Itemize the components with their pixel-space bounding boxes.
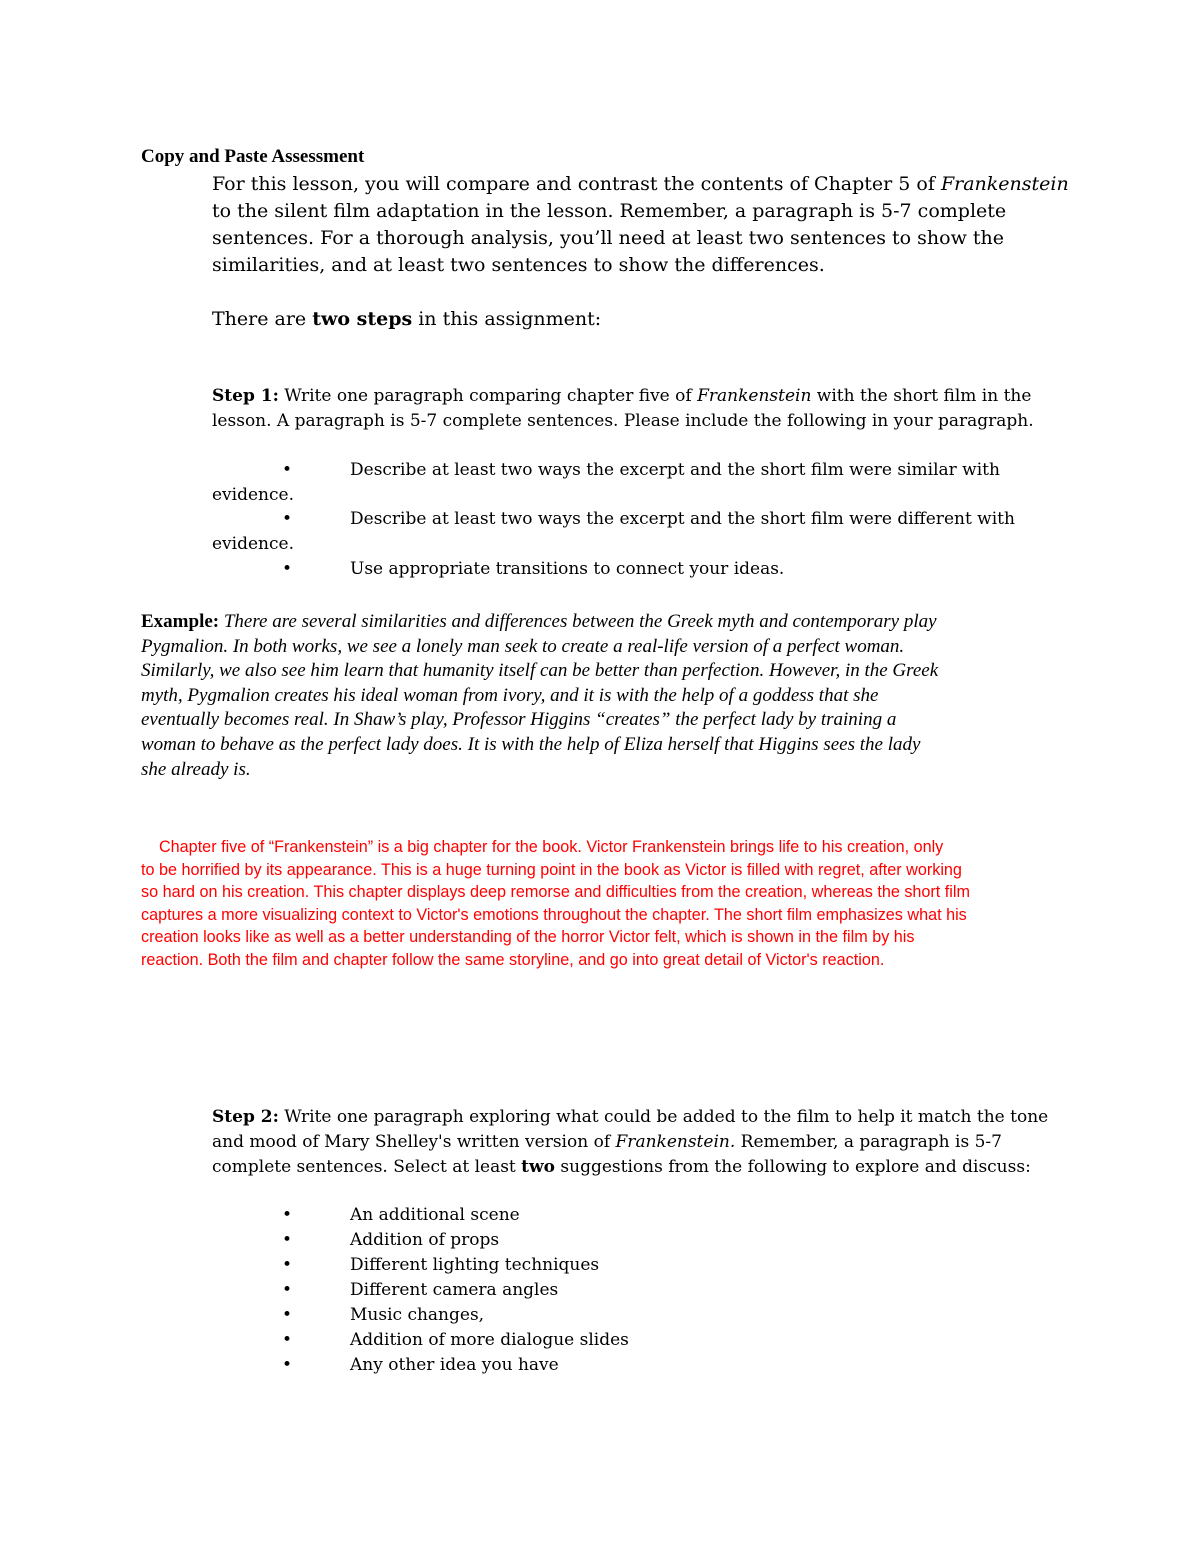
example-line: Pygmalion. In both works, we see a lonely man seek to create a real-life version of a perfect woman.: [141, 635, 905, 657]
step2-bullet: Different lighting techniques: [350, 1255, 600, 1275]
example-label: Example:: [141, 611, 220, 632]
answer-line: reaction. Both the film and chapter follow the same storyline, and go into great detail of Victor's reaction.: [141, 950, 885, 969]
step2-bullet: Different camera angles: [350, 1280, 559, 1300]
bullet-icon: •: [282, 1280, 293, 1300]
step1-line-1a: Write one paragraph comparing chapter five of: [278, 386, 698, 406]
steps-intro-bold: two steps: [312, 308, 413, 330]
bullet-icon: •: [282, 1230, 293, 1250]
step2-bullet: Music changes,: [350, 1305, 485, 1325]
step1-bullet-3: Use appropriate transitions to connect your ideas.: [350, 559, 785, 579]
intro-line-1: [212, 171, 1092, 198]
bullet-icon: •: [282, 460, 293, 480]
example-line: woman to behave as the perfect lady does. It is with the help of Eliza herself that Higgins sees the lady: [141, 733, 921, 755]
example-line: she already is.: [141, 758, 251, 780]
step2-paragraph: [212, 1105, 1092, 1180]
steps-intro-pre: There are: [212, 308, 313, 330]
example-line: myth, Pygmalion creates his ideal woman from ivory, and it is with the help of a goddess that she: [141, 684, 879, 706]
step2-book-title: Frankenstein.: [615, 1132, 736, 1152]
step2-label: Step 2:: [212, 1107, 279, 1127]
intro-line-1-text: For this lesson, you will compare and contrast the contents of Chapter 5 of: [212, 173, 941, 195]
answer-line: so hard on his creation. This chapter displays deep remorse and difficulties from the creation, whereas the short film: [141, 883, 970, 901]
step2-line-1: [212, 1105, 1092, 1130]
bullet-icon: •: [282, 509, 293, 529]
step2-line-2-pre: and mood of Mary Shelley's written version of: [212, 1132, 616, 1152]
page-title: Copy and Paste Assessment: [141, 146, 365, 167]
step2-line-2-post: Remember, a paragraph is 5-7: [735, 1132, 1002, 1152]
bullet-icon: •: [282, 1305, 293, 1325]
student-answer[interactable]: [141, 836, 1081, 971]
answer-line: creation looks like as well as a better understanding of the horror Victor felt, which is shown in the film by his: [141, 928, 915, 946]
intro-line-4: similarities, and at least two sentences to show the differences.: [212, 254, 825, 276]
intro-line-3: sentences. For a thorough analysis, you’ll need at least two sentences to show the: [212, 227, 1005, 249]
intro-paragraph: [212, 171, 1092, 279]
step2-line-3-bold: two: [521, 1157, 555, 1177]
step2-line-1-text: Write one paragraph exploring what could be added to the film to help it match the tone: [278, 1107, 1049, 1127]
bullet-icon: •: [282, 1205, 293, 1225]
bullet-icon: •: [282, 559, 293, 579]
step1-bullet-2-wrap: evidence.: [212, 534, 294, 554]
bullet-icon: •: [282, 1255, 293, 1275]
steps-intro: [212, 306, 1092, 333]
step1-line-1: [212, 384, 1092, 409]
step2-line-3: [212, 1155, 1092, 1180]
example-line: Similarly, we also see him learn that humanity itself can be better than perfection. However, in the Greek: [141, 660, 939, 682]
example-line: [141, 610, 1081, 635]
example-text: There are several similarities and differences between the Greek myth and contemporary play: [219, 611, 937, 632]
step2-bullet: Any other idea you have: [350, 1355, 559, 1375]
step1-line-1b: with the short film in the: [811, 386, 1032, 406]
answer-line: captures a more visualizing context to Victor's emotions throughout the chapter. The short film emphasizes what his: [141, 905, 967, 924]
intro-line-2: to the silent film adaptation in the lesson. Remember, a paragraph is 5-7 complete: [212, 200, 1007, 222]
step2-line-3-pre: complete sentences. Select at least: [212, 1157, 522, 1177]
step1-bullet-2: Describe at least two ways the excerpt and the short film were different with: [350, 509, 1015, 529]
example-line: eventually becomes real. In Shaw’s play, Professor Higgins “creates” the perfect lady by training a: [141, 709, 897, 731]
step1-bullet-1-wrap: evidence.: [212, 485, 294, 505]
step2-bullet: Addition of props: [350, 1230, 500, 1250]
answer-line: to be horrified by its appearance. This is a huge turning point in the book as Victor is filled with regret, after working: [141, 860, 962, 879]
step2-line-3-post: suggestions from the following to explore and discuss:: [555, 1157, 1031, 1177]
step1-book-title: Frankenstein: [697, 386, 812, 406]
step1-label: Step 1:: [212, 386, 279, 406]
step1-bullet-1: Describe at least two ways the excerpt and the short film were similar with: [350, 460, 1000, 480]
bullet-icon: •: [282, 1355, 293, 1375]
intro-book-title: Frankenstein: [940, 173, 1069, 195]
step2-bullet: Addition of more dialogue slides: [350, 1330, 629, 1350]
answer-line: Chapter five of “Frankenstein” is a big chapter for the book. Victor Frankenstein brings life to his creation, only: [141, 838, 944, 856]
steps-intro-post: in this assignment:: [412, 308, 602, 330]
step1-paragraph: [212, 384, 1092, 434]
step1-line-2: lesson. A paragraph is 5-7 complete sentences. Please include the following in your paragraph.: [212, 411, 1034, 431]
bullet-icon: •: [282, 1330, 293, 1350]
step2-bullet: An additional scene: [350, 1205, 520, 1225]
step2-line-2: [212, 1130, 1092, 1155]
example-paragraph: [141, 610, 1081, 782]
